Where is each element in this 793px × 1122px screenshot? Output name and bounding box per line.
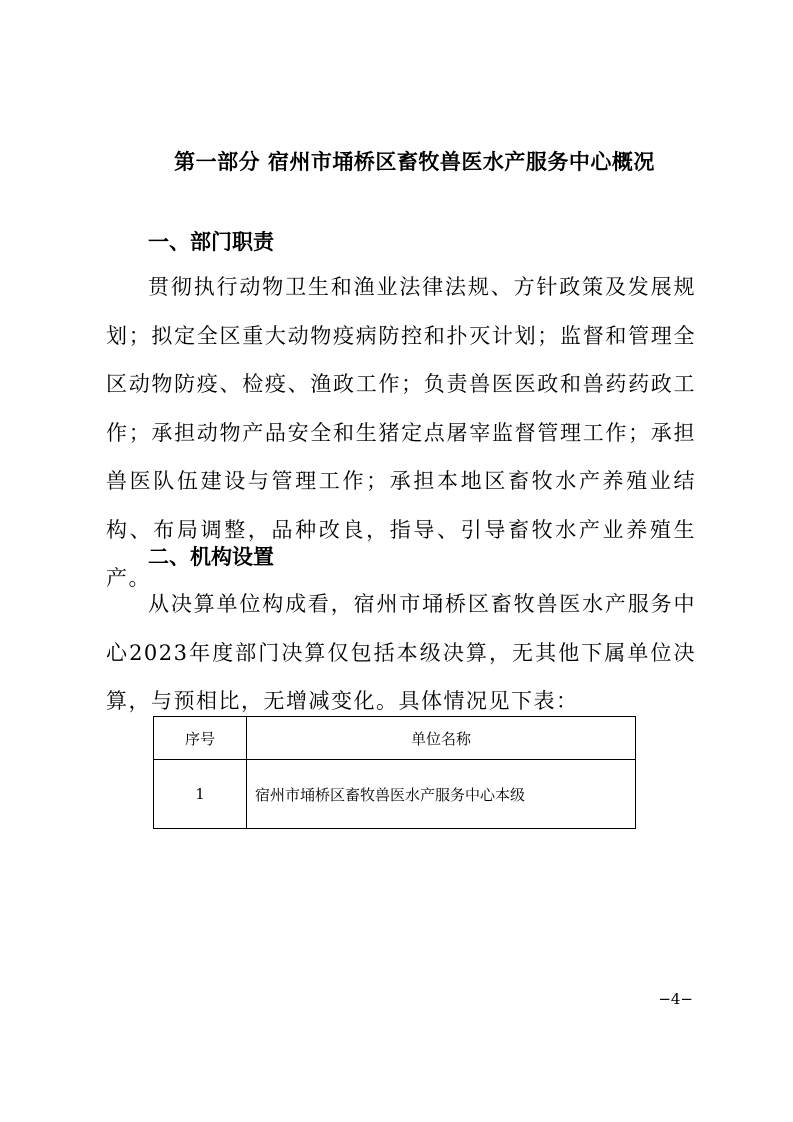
- table-header-seq: 序号: [154, 717, 247, 760]
- page-title: 第一部分 宿州市埇桥区畜牧兽医水产服务中心概况: [174, 150, 655, 174]
- table-cell-seq: 1: [154, 760, 247, 829]
- table-header-row: [154, 717, 636, 760]
- page-number: −4−: [658, 990, 693, 1008]
- unit-table: [153, 716, 636, 829]
- table-header-name: 单位名称: [247, 717, 636, 760]
- table-row: [154, 760, 636, 829]
- section-heading-organization: 二、机构设置: [148, 545, 274, 569]
- section-body-organization: 从决算单位构成看，宿州市埇桥区畜牧兽医水产服务中心2023年度部门决算仅包括本级决算，无其他下属单位决算，与预相比，无增减变化。具体情况见下表：: [106, 592, 696, 713]
- table-cell-name: 宿州市埇桥区畜牧兽医水产服务中心本级: [247, 760, 636, 829]
- section-body-duties: 贯彻执行动物卫生和渔业法律法规、方针政策及发展规划；拟定全区重大动物疫病防控和扑灭计划；监督和管理全区动物防疫、检疫、渔政工作；负责兽医医政和兽药药政工作；承担动物产品安全和生猪定点屠宰监督管理工作；承担兽医队伍建设与管理工作；承担本地区畜牧水产养殖业结构、布局调整，品种改良，指导、引导畜牧水产业养殖生产。: [106, 275, 696, 590]
- section-heading-duties: 一、部门职责: [148, 230, 274, 254]
